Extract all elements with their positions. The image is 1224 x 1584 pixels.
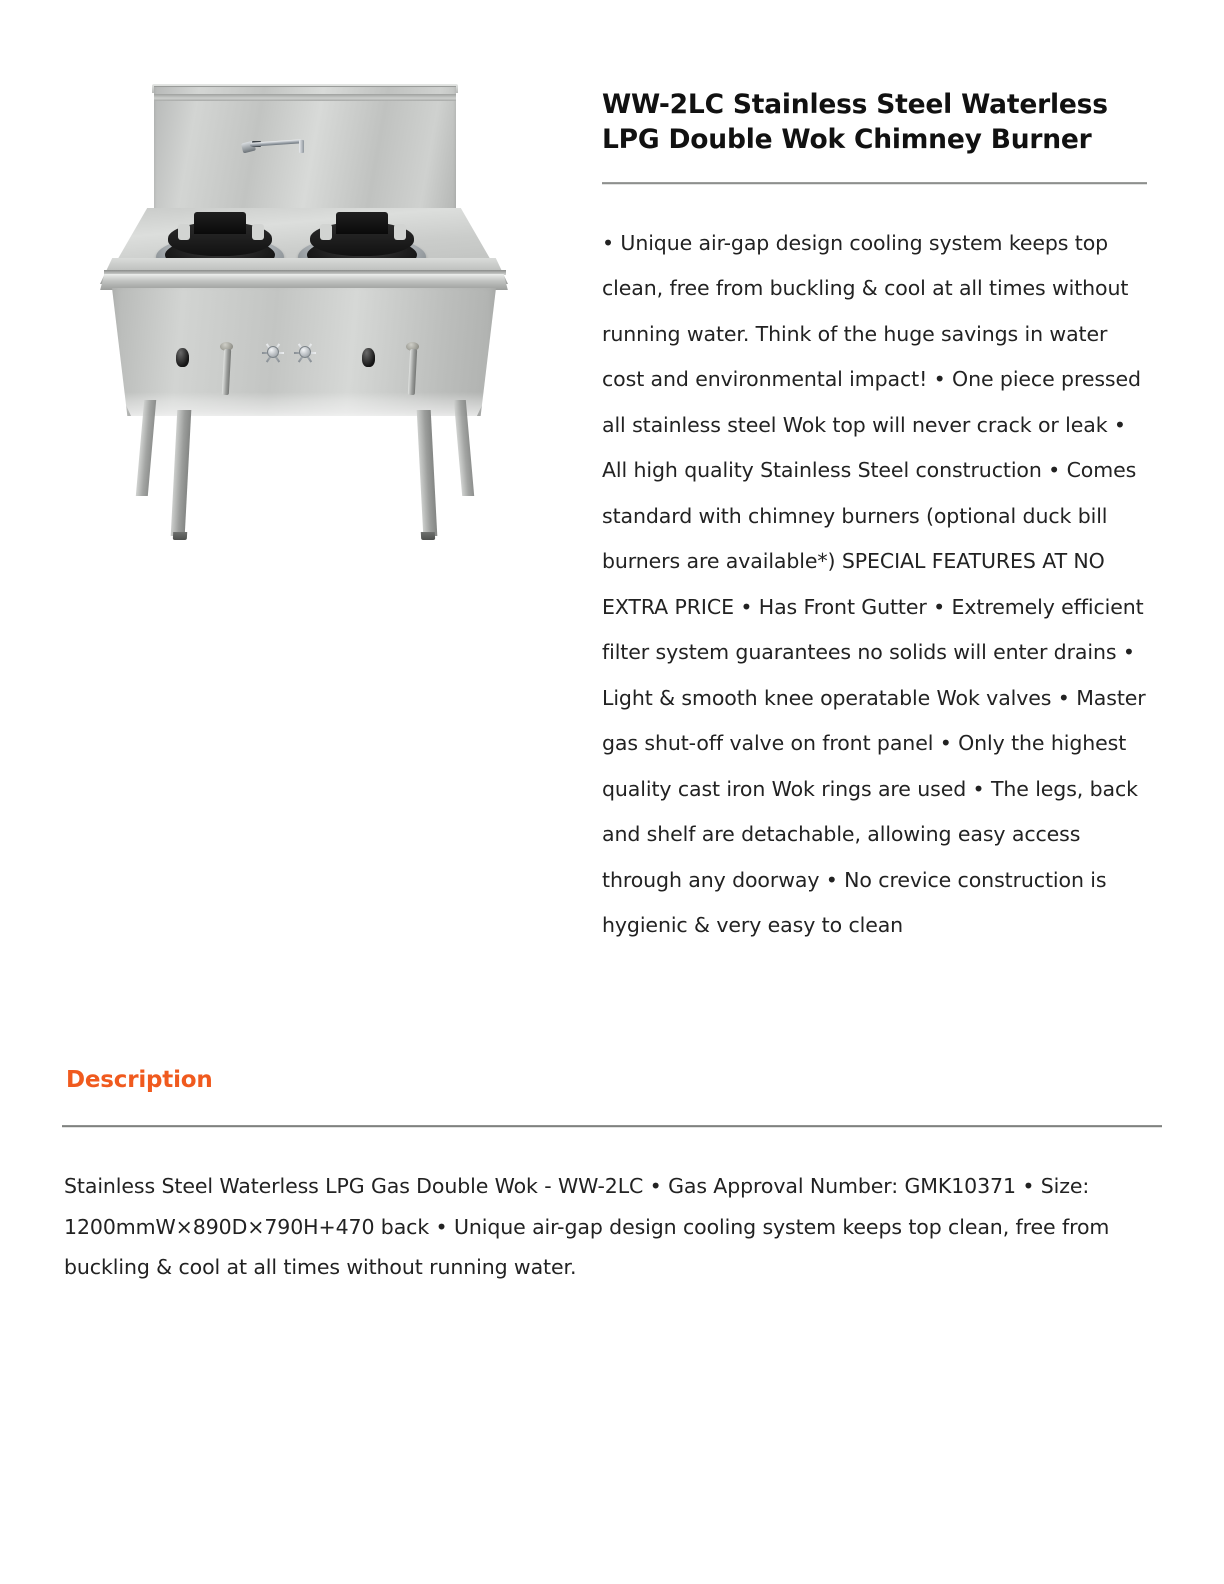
leg-foot-left bbox=[173, 532, 187, 540]
wok-top-edge bbox=[96, 274, 512, 290]
knee-valve-lever-left bbox=[222, 342, 231, 394]
gas-knob-left bbox=[176, 348, 189, 367]
lever-stem bbox=[222, 349, 231, 395]
master-gas-valve-right bbox=[292, 340, 318, 368]
leg-front-left bbox=[171, 410, 192, 536]
master-gas-valve-left bbox=[260, 340, 286, 368]
wok-burner-illustration bbox=[70, 62, 540, 492]
burner-chimney-tab bbox=[194, 212, 246, 234]
product-image[interactable] bbox=[70, 62, 540, 492]
valve-hub bbox=[299, 346, 311, 358]
burner-notch-right bbox=[394, 224, 406, 240]
title-divider bbox=[602, 182, 1147, 185]
burner-chimney-tab bbox=[336, 212, 388, 234]
leg-foot-right bbox=[421, 532, 435, 540]
description-section bbox=[0, 1067, 1224, 1288]
leg-front-right bbox=[417, 410, 438, 536]
product-title: WW-2LC Stainless Steel Waterless LPG Double Wok Chimney Burner bbox=[602, 89, 1108, 155]
description-divider bbox=[62, 1125, 1162, 1128]
front-panel-shadow bbox=[116, 392, 492, 416]
burner-notch-left bbox=[320, 224, 332, 240]
burner-notch-left bbox=[178, 224, 190, 240]
product-info bbox=[602, 58, 1162, 949]
swivel-tap-icon bbox=[242, 138, 304, 154]
product-gallery bbox=[62, 58, 602, 492]
description-body-text: Stainless Steel Waterless LPG Gas Double Wok - WW-2LC • Gas Approval Number: GMK10371 • Size: 1200mmW×890D×790H+470 back • Unique air-gap design cooling system keeps top clean, free from buckling & cool at all times without running water. bbox=[64, 1173, 1110, 1280]
product-short-description: • Unique air-gap design cooling system keeps top clean, free from buckling & cool at all times without running water. Think of the huge savings in water cost and environmental impact! • One piece pressed all stainless steel Wok top will never crack or leak • All high quality Stainless Steel construction • Comes standard with chimney burners (optional duck bill burners are available*) SPECIAL FEATURES AT NO EXTRA PRICE • Has Front Gutter • Extremely efficient filter system guarantees no solids will enter drains • Light & smooth knee operatable Wok valves • Master gas shut-off valve on front panel • Only the highest quality cast iron Wok rings are used • The legs, back and shelf are detachable, allowing easy access through any doorway • No crevice construction is hygienic & very easy to clean bbox=[602, 230, 1146, 938]
tap-outlet bbox=[299, 140, 304, 153]
gas-knob-right bbox=[362, 348, 375, 367]
knee-valve-lever-right bbox=[408, 342, 417, 394]
burner-notch-right bbox=[252, 224, 264, 240]
backsplash-lip bbox=[154, 94, 456, 101]
backsplash-panel bbox=[154, 86, 456, 226]
lever-stem bbox=[408, 349, 417, 395]
valve-hub bbox=[267, 346, 279, 358]
description-heading: Description bbox=[66, 1066, 213, 1093]
